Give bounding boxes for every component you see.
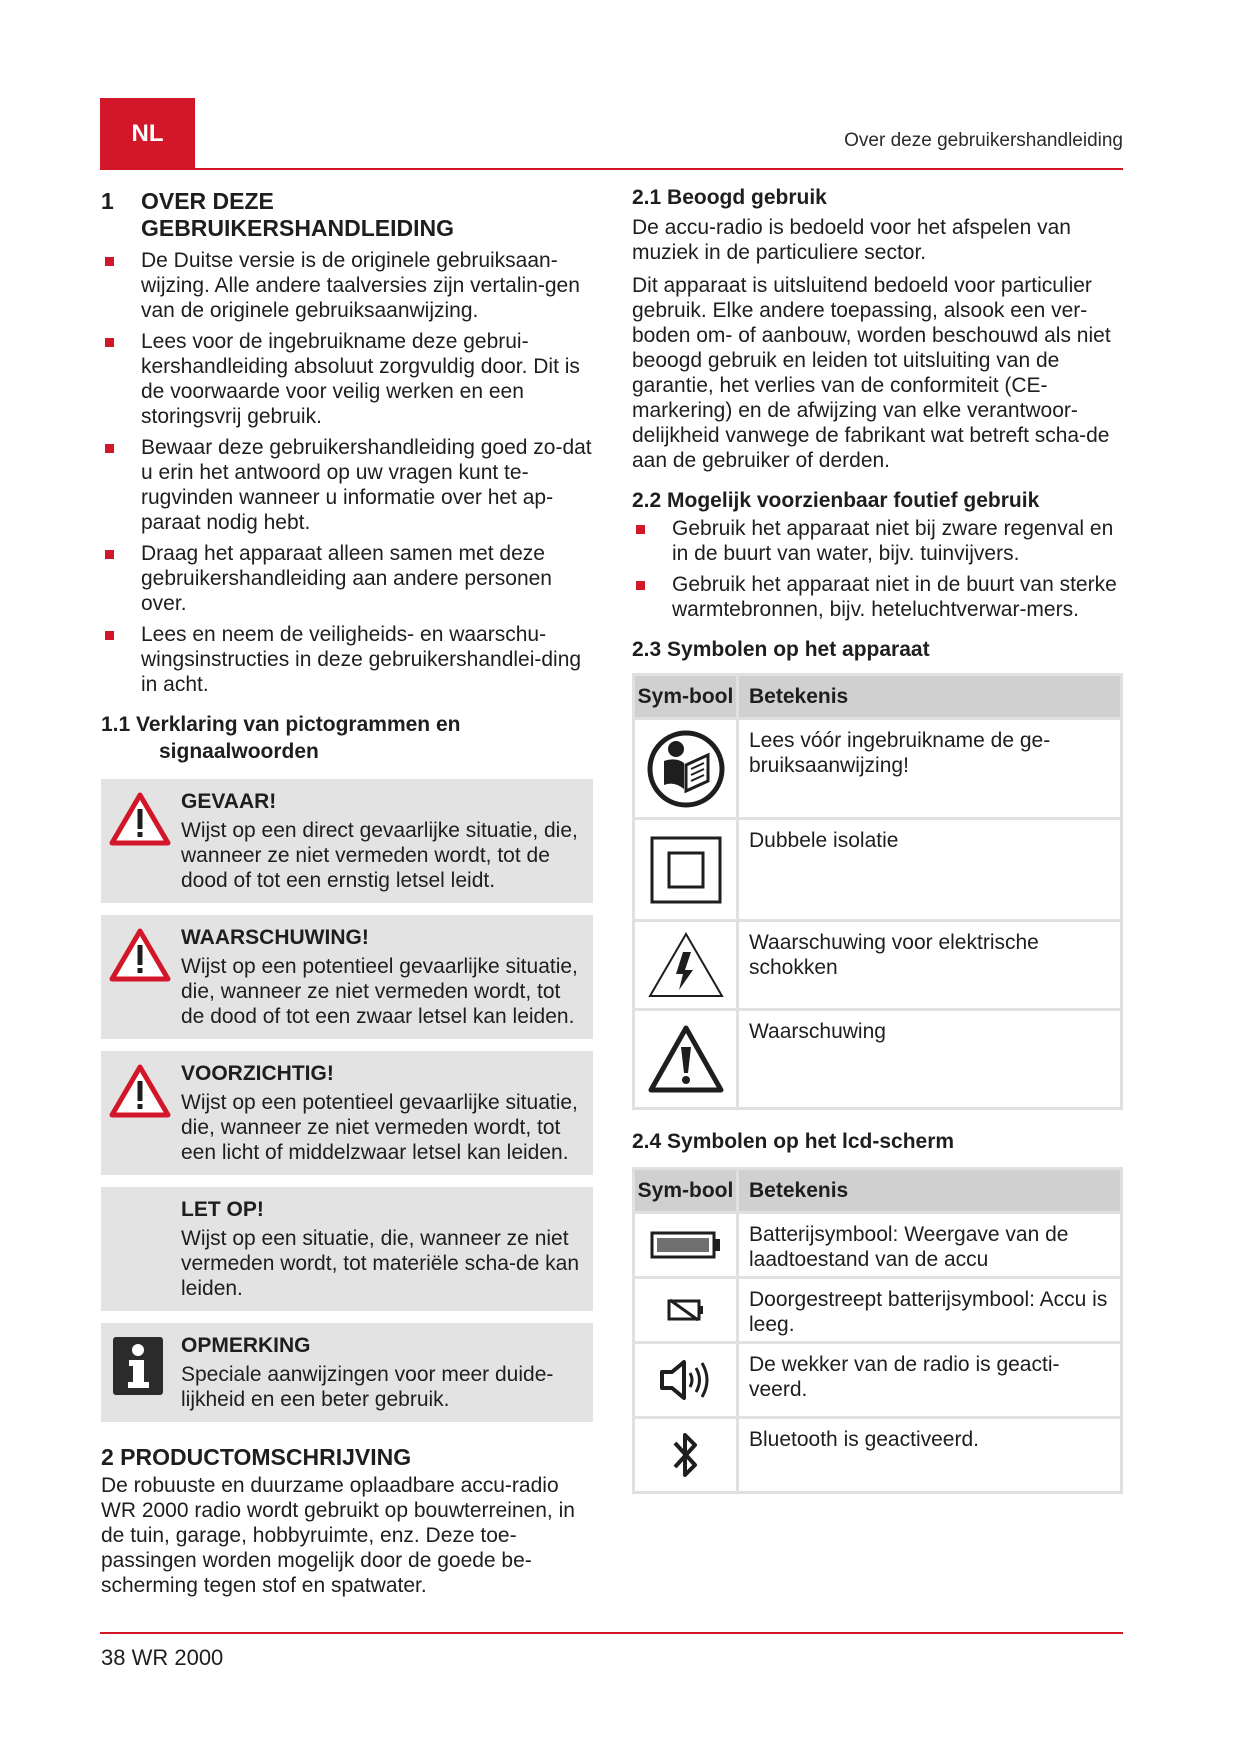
table-header-row <box>635 1170 1120 1211</box>
electric-shock-warning-icon <box>647 930 725 1000</box>
page-footer: 38 WR 2000 <box>101 1645 224 1670</box>
table-row <box>635 817 1120 919</box>
table-row <box>635 1211 1120 1276</box>
section-2-heading: 2 PRODUCTOMSCHRIJVING <box>101 1444 412 1470</box>
table-cell: Waarschuwing <box>749 1020 886 1043</box>
right-column <box>632 182 1123 1512</box>
warning-triangle-icon <box>109 927 171 983</box>
signal-text: Wijst op een direct gevaarlijke situatie, die, wanneer ze niet vermeden wordt, tot de dood of tot een ernstig letsel leidt. <box>181 819 578 892</box>
column-header-meaning: Betekenis <box>749 685 849 708</box>
list-item: Bewaar deze gebruikershandleiding goed zo-dat u erin het antwoord op uw vragen kunt te-rugvinden wanneer u informatie over het ap-paraat nodig hebt. <box>101 435 593 535</box>
section-2-1-heading: 2.1 Beoogd gebruik <box>632 186 827 209</box>
table-cell: Waarschuwing voor elektrische schokken <box>749 931 1039 979</box>
footer-divider <box>100 1632 1123 1634</box>
general-warning-icon <box>647 1023 725 1095</box>
signal-box-warning <box>101 915 593 1039</box>
list-item: Lees voor de ingebruikname deze gebrui-kershandleiding absoluut zorgvuldig door. Dit is de voorwaarde voor veilig werken en een storingsvrij gebruik. <box>101 329 593 429</box>
section-1-heading: 1 OVER DEZE GEBRUIKERSHANDLEIDING <box>101 188 455 241</box>
section-2-4-heading: 2.4 Symbolen op het lcd-scherm <box>632 1130 955 1153</box>
list-item: Draag het apparaat alleen samen met deze gebruikershandleiding aan andere personen over. <box>101 541 593 616</box>
running-header: Over deze gebruikershandleiding <box>844 130 1123 151</box>
section-2-text: De robuuste en duurzame oplaadbare accu-radio WR 2000 radio wordt gebruikt op bouwterreinen, in de tuin, garage, hobbyruimte, enz. Deze toe-passingen worden mogelijk door de goede be-scherming tegen stof en spatwater. <box>101 1474 575 1597</box>
section-1-bullets <box>101 248 593 697</box>
table-row <box>635 1276 1120 1341</box>
battery-icon <box>650 1231 722 1259</box>
list-item: Gebruik het apparaat niet in de buurt van sterke warmtebronnen, bijv. heteluchtverwar-mers. <box>632 572 1123 622</box>
device-symbols-table <box>632 673 1123 1110</box>
bluetooth-icon <box>671 1429 701 1481</box>
lcd-symbols-table <box>632 1167 1123 1494</box>
signal-text: Wijst op een situatie, die, wanneer ze niet vermeden wordt, tot materiële scha-de kan leiden. <box>181 1227 580 1300</box>
list-item: Gebruik het apparaat niet bij zware regenval en in de buurt van water, bijv. tuinvijvers. <box>632 516 1123 566</box>
section-1-1-heading: 1.1 Verklaring van pictogrammen en signaalwoorden <box>101 713 461 763</box>
signal-title: OPMERKING <box>181 1334 311 1357</box>
list-item: Lees en neem de veiligheids- en waarschu-wingsinstructies in deze gebruikershandlei-ding in acht. <box>101 622 593 697</box>
read-manual-icon <box>646 729 726 809</box>
signal-box-danger <box>101 779 593 903</box>
signal-text: Wijst op een potentieel gevaarlijke situatie, die, wanneer ze niet vermeden wordt, tot de dood of tot een zwaar letsel kan leiden. <box>181 955 578 1028</box>
section-2-2-bullets <box>632 516 1123 622</box>
signal-title: WAARSCHUWING! <box>181 926 369 949</box>
left-column <box>101 182 593 1606</box>
column-header-symbol: Sym-bool <box>635 676 739 717</box>
table-cell: Doorgestreept batterijsymbool: Accu is leeg. <box>749 1288 1108 1336</box>
battery-empty-icon <box>666 1296 706 1324</box>
column-header-symbol: Sym-bool <box>635 1170 739 1211</box>
double-insulation-icon <box>649 835 723 905</box>
header-divider <box>100 168 1123 170</box>
signal-text: Wijst op een potentieel gevaarlijke situatie, die, wanneer ze niet vermeden wordt, tot een licht of middelzwaar letsel kan leiden. <box>181 1091 578 1164</box>
section-2-1-para-2: Dit apparaat is uitsluitend bedoeld voor particulier gebruik. Elke andere toepassing, alsook een ver-boden om- of aanbouw, worden beschouwd als niet beoogd gebruik en leiden tot uitsluiting van de garantie, het verlies van de conformiteit (CE-markering) en de afwijzing van elke verantwoor-delijkheid vanwege de fabrikant wat betreft scha-de aan de gebruiker of derden. <box>632 274 1111 472</box>
table-cell: Lees vóór ingebruikname de ge-bruiksaanwijzing! <box>749 729 1051 777</box>
section-2-2-heading: 2.2 Mogelijk voorzienbaar foutief gebruik <box>632 489 1040 512</box>
table-row <box>635 919 1120 1008</box>
signal-box-remark <box>101 1323 593 1422</box>
warning-triangle-icon <box>109 1063 171 1119</box>
signal-box-caution <box>101 1051 593 1175</box>
signal-title: GEVAAR! <box>181 790 277 813</box>
table-cell: De wekker van de radio is geacti-veerd. <box>749 1353 1060 1401</box>
signal-title: LET OP! <box>181 1198 264 1221</box>
table-row <box>635 1008 1120 1107</box>
warning-triangle-icon <box>109 791 171 847</box>
column-header-meaning: Betekenis <box>749 1179 849 1202</box>
section-2-1-para-1: De accu-radio is bedoeld voor het afspelen van muziek in de particuliere sector. <box>632 216 1071 264</box>
language-tab: NL <box>100 98 195 170</box>
table-row <box>635 1341 1120 1416</box>
table-cell: Bluetooth is geactiveerd. <box>749 1428 979 1451</box>
signal-box-notice <box>101 1187 593 1311</box>
table-row <box>635 1416 1120 1491</box>
section-2-3-heading: 2.3 Symbolen op het apparaat <box>632 638 930 661</box>
info-icon <box>109 1335 171 1397</box>
alarm-speaker-icon <box>658 1357 714 1403</box>
table-cell: Dubbele isolatie <box>749 829 899 852</box>
table-row <box>635 717 1120 817</box>
table-cell: Batterijsymbool: Weergave van de laadtoestand van de accu <box>749 1223 1069 1271</box>
list-item: De Duitse versie is de originele gebruiksaan-wijzing. Alle andere taalversies zijn vertalin-gen van de originele gebruiksaanwijzing. <box>101 248 593 323</box>
signal-title: VOORZICHTIG! <box>181 1062 334 1085</box>
signal-text: Speciale aanwijzingen voor meer duide-lijkheid en een beter gebruik. <box>181 1363 554 1411</box>
table-header-row <box>635 676 1120 717</box>
